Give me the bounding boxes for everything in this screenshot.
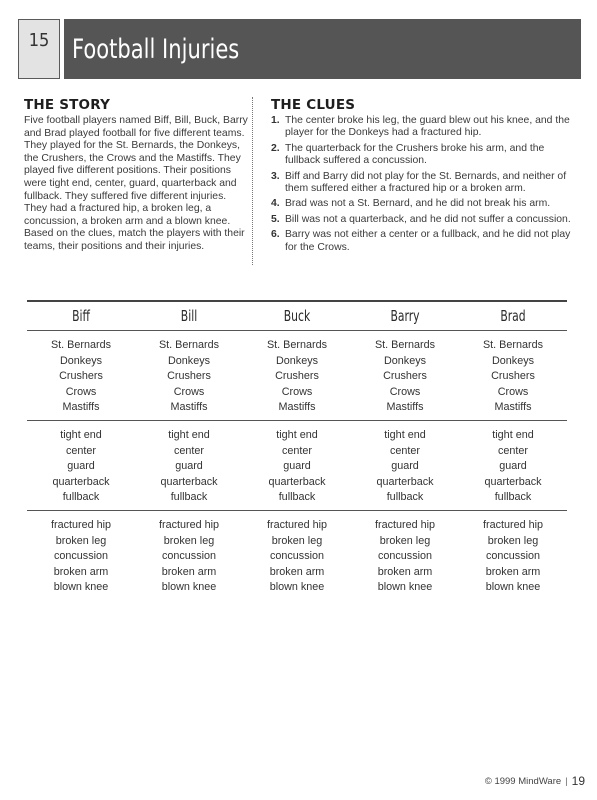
position-option: tight end [492,428,534,441]
player-header-buck: Buck [283,307,311,325]
position-option: guard [499,460,527,473]
injury-option: broken arm [485,565,541,578]
injury-option: fractured hip [158,518,219,531]
page-number: 19 [571,774,585,788]
injury-column-barry [351,518,459,596]
injury-option: blown knee [377,581,433,594]
team-column-brad [459,338,567,416]
injury-option: concussion [485,550,541,563]
teams-block [27,331,567,420]
position-column-buck [243,428,351,506]
positions-block [27,421,567,510]
team-column-biff [27,338,135,416]
position-option: tight end [168,428,210,441]
injury-option: broken arm [53,565,109,578]
team-option: Mastiffs [170,401,208,414]
injury-option: blown knee [53,581,109,594]
clue-text: Brad was not a St. Bernard, and he did not break his arm. [285,198,551,210]
position-option: tight end [60,428,102,441]
clue-number: 1. [271,115,280,126]
team-option: Crows [497,385,529,398]
position-option: center [281,444,312,457]
team-option: Crows [65,385,97,398]
injury-option: fractured hip [50,518,111,531]
player-header-brad: Brad [500,307,526,325]
team-option: Mastiffs [386,401,424,414]
team-option: Donkeys [275,354,318,367]
player-header-barry: Barry [390,307,420,325]
injury-column-buck [243,518,351,596]
team-option: Crows [281,385,313,398]
clue-number: 3. [271,170,280,182]
clue-text: Bill was not a quarterback, and he did not suffer a concussion. [285,213,571,225]
clue-text: The center broke his leg, the guard blew out his knee, and the player for the Donkeys had a fractured hip. [285,115,570,139]
position-option: center [497,444,528,457]
injury-option: broken leg [379,534,431,547]
team-option: Crushers [167,370,211,383]
injury-column-biff [27,518,135,596]
team-option: St. Bernards [50,339,111,351]
position-option: quarterback [52,475,110,488]
team-option: St. Bernards [374,339,435,351]
page-header [18,19,581,79]
position-option: center [389,444,420,457]
section-divider [252,97,253,265]
puzzle-number: 15 [28,30,50,51]
clue-number: 6. [271,229,280,241]
story-text: Five football players named Biff, Bill, Buck, Barry and Brad played football for five different teams. They played for the St. Bernards, the Donkeys, the Crushers, the Crows and the Mastiffs. They played five different positions. Their positions were tight end, center, guard, quarterback and fullback. They suffered five different injuries. They had a fractured hip, a broken leg, a concussion, a broken arm and a blown knee. Based on the clues, match the players with their teams, their positions and their injuries. [24,115,248,252]
position-option: guard [283,460,311,473]
copyright: © 1999 MindWare [484,775,562,787]
position-option: center [65,444,96,457]
team-option: Donkeys [491,354,534,367]
team-option: Mastiffs [62,401,100,414]
team-option: Crushers [275,370,319,383]
injury-option: concussion [377,550,433,563]
position-column-brad [459,428,567,506]
clues-heading: THE CLUES [271,97,356,113]
injuries-block [27,511,567,600]
injury-option: broken leg [271,534,323,547]
clue-number: 5. [271,213,280,225]
page-title: Football Injuries [72,33,240,65]
position-option: guard [175,460,203,473]
position-option: fullback [62,491,100,504]
answer-grid [27,300,567,600]
clue-list [271,115,581,254]
clues-section [271,97,581,257]
position-option: tight end [384,428,426,441]
player-header-row [27,302,567,330]
position-column-barry [351,428,459,506]
team-option: St. Bernards [266,339,327,351]
position-column-biff [27,428,135,506]
clue-number: 2. [271,142,280,154]
injury-option: blown knee [485,581,541,594]
injury-option: fractured hip [374,518,435,531]
footer-separator: | [565,775,568,787]
team-option: St. Bernards [158,339,219,351]
player-header-biff: Biff [72,307,90,325]
position-option: fullback [494,491,532,504]
team-option: Donkeys [383,354,426,367]
team-option: St. Bernards [482,339,543,351]
team-option: Crows [389,385,421,398]
position-option: quarterback [268,475,326,488]
position-option: fullback [278,491,316,504]
team-option: Crushers [383,370,427,383]
injury-option: broken arm [269,565,325,578]
position-option: guard [67,460,95,473]
injury-option: broken leg [163,534,215,547]
position-option: quarterback [484,475,542,488]
team-option: Donkeys [167,354,210,367]
injury-option: broken leg [487,534,539,547]
injury-option: fractured hip [266,518,327,531]
clue-item [271,171,581,196]
puzzle-number-box [18,19,60,79]
injury-option: broken arm [161,565,217,578]
injury-option: broken arm [377,565,433,578]
team-option: Crushers [491,370,535,383]
clue-number: 4. [271,198,280,210]
position-option: fullback [386,491,424,504]
injury-option: fractured hip [482,518,543,531]
player-header-bill: Bill [180,307,198,325]
position-option: guard [391,460,419,473]
team-option: Mastiffs [494,401,532,414]
team-column-barry [351,338,459,416]
story-heading: THE STORY [24,97,111,113]
position-option: center [173,444,204,457]
position-option: tight end [276,428,318,441]
title-bar [64,19,581,79]
clue-item [271,143,581,168]
clue-item [271,229,581,254]
clue-text: The quarterback for the Crushers broke his arm, and the fullback suffered a concussion. [285,142,545,167]
injury-option: concussion [53,550,109,563]
team-option: Crows [173,385,205,398]
team-column-bill [135,338,243,416]
clue-item [271,214,581,226]
clue-text: Barry was not either a center or a fullback, and he did not play for the Crows. [285,229,571,253]
injury-option: broken leg [55,534,107,547]
team-column-buck [243,338,351,416]
injury-option: blown knee [161,581,217,594]
injury-option: blown knee [269,581,325,594]
team-option: Crushers [59,370,103,383]
injury-column-brad [459,518,567,596]
injury-option: concussion [269,550,325,563]
position-column-bill [135,428,243,506]
team-option: Donkeys [59,354,102,367]
page-footer [485,774,585,788]
injury-option: concussion [161,550,217,563]
team-option: Mastiffs [278,401,316,414]
position-option: fullback [170,491,208,504]
position-option: quarterback [376,475,434,488]
injury-column-bill [135,518,243,596]
clue-text: Biff and Barry did not play for the St. Bernards, and neither of them suffered either a fractured hip or a broken arm. [285,170,567,195]
clue-item [271,198,581,210]
clue-item [271,115,581,140]
story-section [24,97,249,254]
position-option: quarterback [160,475,218,488]
